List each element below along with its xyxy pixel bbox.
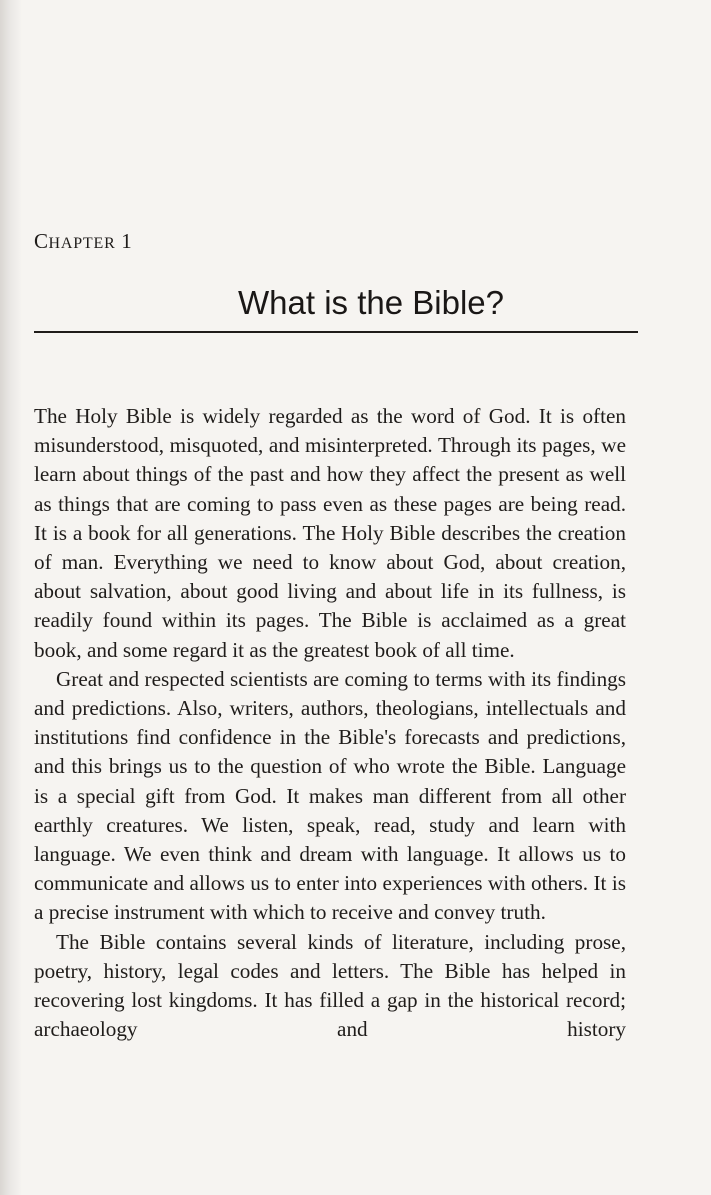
paragraph: Great and respected scientists are coming to terms with its findings and predictions. Also, writers, authors, theologians, intellectuals and institutions find confidence in the Bible's forecasts and predictions, and this brings us to the question of who wrote the Bible. Language is a special gift from God. It makes man different from all other earthly creatures. We listen, speak, read, study and learn with language. We even think and dream with language. It allows us to communicate and allows us to enter into experiences with others. It is a precise instrument with which to receive and convey truth.	[34, 666, 626, 925]
title-rule	[34, 331, 638, 333]
chapter-body	[34, 402, 626, 1044]
paragraph: The Holy Bible is widely regarded as the word of God. It is often misunderstood, misquoted, and misinterpreted. Through its pages, we learn about things of the past and how they affect the present as well as things that are coming to pass even as these pages are being read. It is a book for all generations. The Holy Bible describes the creation of man. Everything we need to know about God, about creation, about salvation, about good living and about life in its fullness, is readily found within its pages. The Bible is acclaimed as a great book, and some regard it as the greatest book of all time.	[34, 404, 626, 662]
chapter-label-initial: C	[34, 229, 49, 253]
page-gutter-shadow	[0, 0, 22, 1195]
chapter-label-smallcaps: HAPTER	[48, 235, 116, 252]
paragraph: The Bible contains several kinds of literature, including prose, poetry, history, legal codes and letters. The Bible has helped in recovering lost kingdoms. It has filled a gap in the historical record; archaeology and history	[34, 929, 626, 1042]
chapter-label	[34, 229, 132, 254]
book-page	[34, 0, 638, 1195]
chapter-title: What is the Bible?	[238, 284, 504, 321]
chapter-number: 1	[121, 229, 133, 253]
